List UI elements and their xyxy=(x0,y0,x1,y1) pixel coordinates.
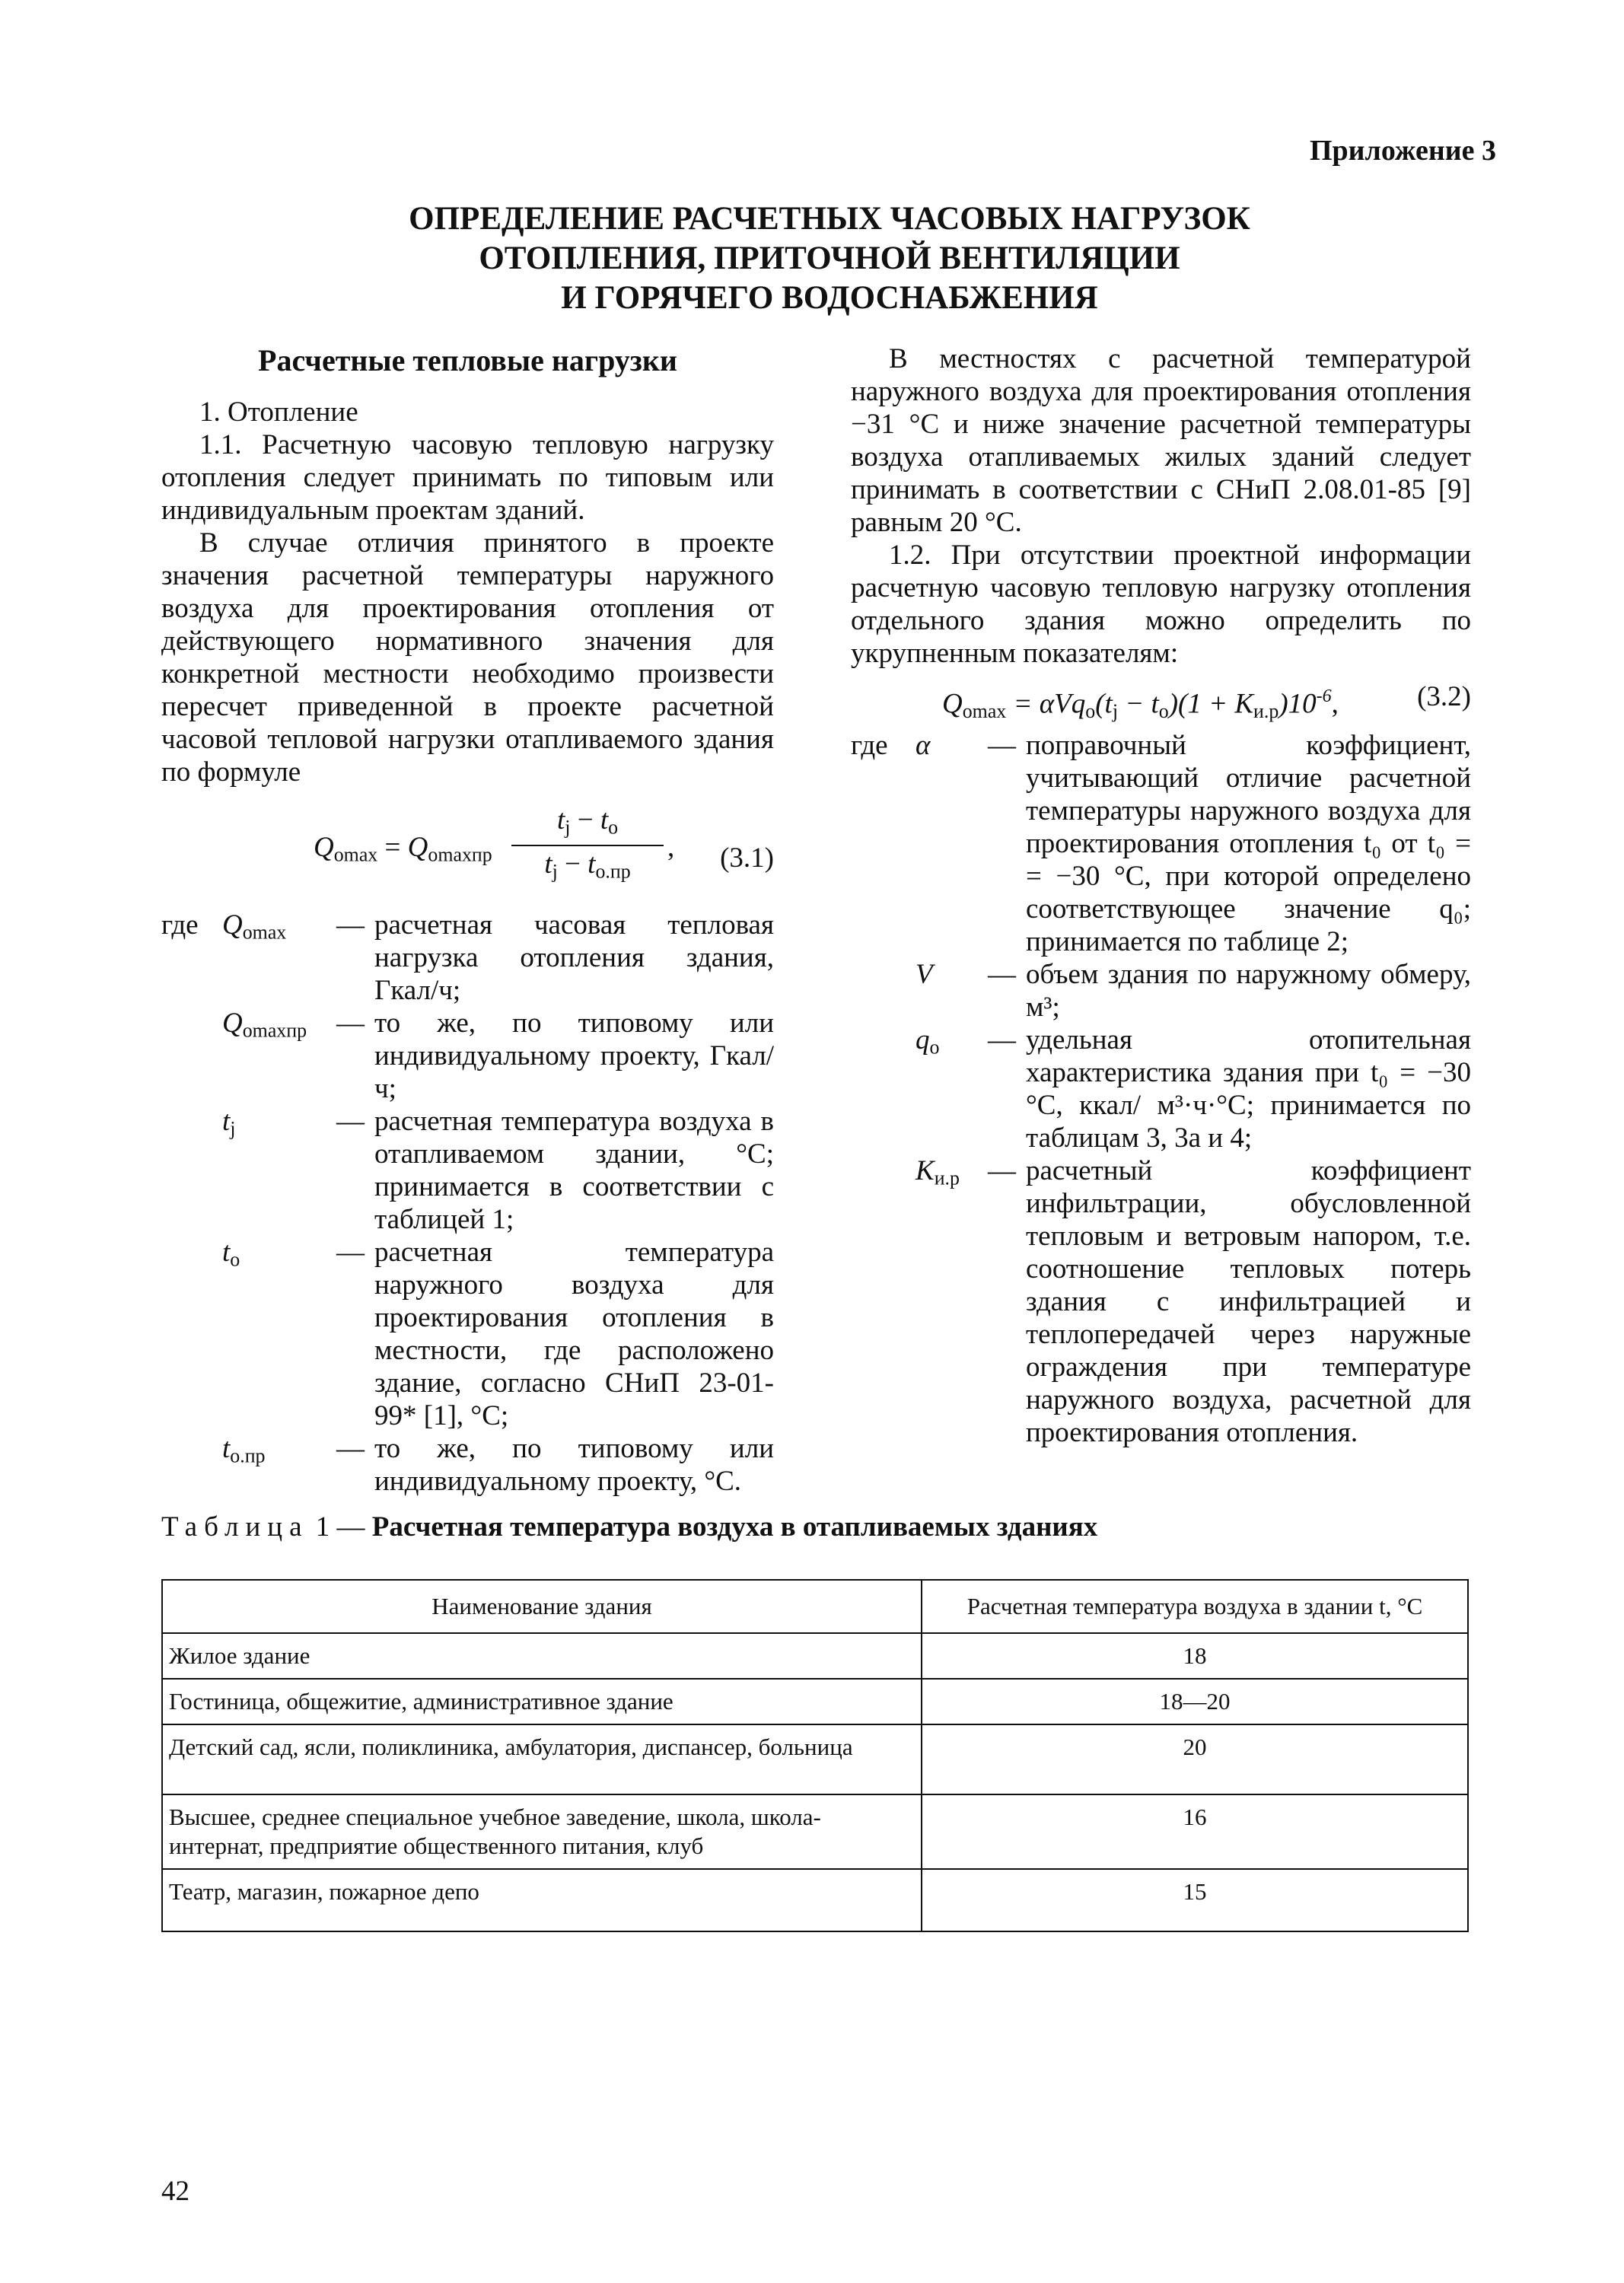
definition-item: $K_{и.р}$ — расчетный коэффициент инфильтрации, обусловленной тепловым и ветровым напором, т.е. соотношение тепловых потерь здания с инфильтрацией и теплопередачей через наружные ограждения при температуре наружного воздуха, расчетной для проектирования отопления. xyxy=(915,1155,1471,1448)
paragraph-1-2: 1.2. При отсутствии проектной информации расчетную часовую тепловую нагрузку отопления отдельного здания можно определить по укрупненным показателям: xyxy=(851,540,1471,669)
temperature-value: 18—20 xyxy=(922,1679,1468,1724)
definition-item: $t_j$ — расчетная температура воздуха в отапливаемом здании, °С; принимается в соответствии с таблицей 1; xyxy=(222,1106,774,1235)
paragraph-1-1: 1.1. Расчетную часовую тепловую нагрузку отопления следует принимать по типовым или индивидуальным проектам зданий. xyxy=(161,429,774,526)
definition-item: $t_{o.пр}$ — то же, по типовому или индивидуальному проекту, °С. xyxy=(222,1433,774,1497)
temperature-value: 15 xyxy=(922,1869,1468,1931)
title-line-1: ОПРЕДЕЛЕНИЕ РАСЧЕТНЫХ ЧАСОВЫХ НАГРУЗОК xyxy=(409,201,1250,237)
definition-item: $Q_{omaxпр}$ — то же, по типовому или индивидуальному проекту, Гкал/ч; xyxy=(222,1008,774,1104)
table-row xyxy=(162,1794,1468,1869)
table-row xyxy=(162,1869,1468,1931)
column-header: Наименование здания xyxy=(162,1580,922,1633)
right-column xyxy=(851,342,1471,1449)
table-caption: Таблица 1 — Расчетная температура воздуха в отапливаемых зданиях xyxy=(161,1511,1098,1543)
formula-number: (3.2) xyxy=(1417,681,1471,712)
definition-item: где $Q_{omax}$ — расчетная часовая тепловая нагрузка отопления здания, Гкал/ч; xyxy=(161,909,774,1006)
temperature-value: 16 xyxy=(922,1794,1468,1869)
building-name: Жилое здание xyxy=(162,1633,922,1679)
formula-expression: $Q_{omax} = \alpha Vq_o(t_j - t_o)(1 + K_{и.р})10^{-6}$, xyxy=(942,686,1339,722)
building-name: Театр, магазин, пожарное депо xyxy=(162,1869,922,1931)
temperature-value: 18 xyxy=(922,1633,1468,1679)
temperature-value: 20 xyxy=(922,1724,1468,1794)
formula-lhs: $Q_{omax} = Q_{omaxпр}$ xyxy=(314,832,492,866)
column-header: Расчетная температура воздуха в здании t, °С xyxy=(922,1580,1468,1633)
appendix-label: Приложение 3 xyxy=(1309,135,1496,167)
title-line-2: ОТОПЛЕНИЯ, ПРИТОЧНОЙ ВЕНТИЛЯЦИИ xyxy=(479,240,1180,276)
fraction-numerator: $t_j - t_o$ xyxy=(511,804,664,846)
section-heading: Расчетные тепловые нагрузки xyxy=(258,343,677,377)
table-row xyxy=(162,1724,1468,1794)
page-number: 42 xyxy=(161,2176,189,2207)
formula-3-2 xyxy=(851,676,1471,721)
paragraph-recalc: В случае отличия принятого в проекте значения расчетной температуры наружного воздуха для проектирования отопления от действующего нормативного значения для конкретной местности необходимо произвести пересчет приведенной в проекте расчетной часовой тепловой нагрузки отапливаемого здания по формуле xyxy=(161,527,774,788)
definition-item: $t_o$ — расчетная температура наружного воздуха для проектирования отопления в местности, где расположено здание, согласно СНиП 23-01-99* [1], °С; xyxy=(222,1237,774,1431)
paragraph-low-temp: В местностях с расчетной температурой наружного воздуха для проектирования отопления −31 °С и ниже значение расчетной температуры воздуха отапливаемых жилых зданий следует принимать в соответствии с СНиП 2.08.01-85 [9] равным 20 °С. xyxy=(851,343,1471,538)
formula-fraction xyxy=(511,804,664,888)
table-row xyxy=(162,1679,1468,1724)
definition-item: V — объем здания по наружному обмеру, м³; xyxy=(915,959,1471,1023)
item-heating: 1. Отопление xyxy=(199,396,358,428)
table-header-row xyxy=(162,1580,1468,1633)
definition-item: $q_o$ — удельная отопительная характеристика здания при t₀ = −30 °С, ккал/ м³·ч·°С; принимается по таблицам 3, 3а и 4; xyxy=(915,1024,1471,1154)
building-name: Высшее, среднее специальное учебное заведение, школа, школа-интернат, предприятие общественного питания, клуб xyxy=(162,1794,922,1869)
formula-3-1: $Q_{omax} = Q_{omaxпр}$ $t_j - t_o$ $t_j - t_{o.пр}$ , (3.1) xyxy=(161,804,774,895)
table-row xyxy=(162,1633,1468,1679)
definitions-list-left xyxy=(161,909,774,1498)
left-column xyxy=(161,342,774,1498)
page-title xyxy=(289,199,1370,318)
fraction-denominator: $t_j - t_{o.пр}$ xyxy=(544,849,631,883)
definitions-list-right xyxy=(851,729,1471,1449)
title-line-3: И ГОРЯЧЕГО ВОДОСНАБЖЕНИЯ xyxy=(561,280,1098,316)
temperature-table xyxy=(161,1579,1469,1932)
formula-number: (3.1) xyxy=(720,842,774,874)
definition-item: где α — поправочный коэффициент, учитывающий отличие расчетной температуры наружного воздуха для проектирования отопления t₀ от t₀ = = −30 °С, при которой определено соответствующее значение q₀; принимается по таблице 2; xyxy=(851,730,1471,957)
building-name: Детский сад, ясли, поликлиника, амбулатория, диспансер, больница xyxy=(162,1724,922,1794)
building-name: Гостиница, общежитие, административное здание xyxy=(162,1679,922,1724)
